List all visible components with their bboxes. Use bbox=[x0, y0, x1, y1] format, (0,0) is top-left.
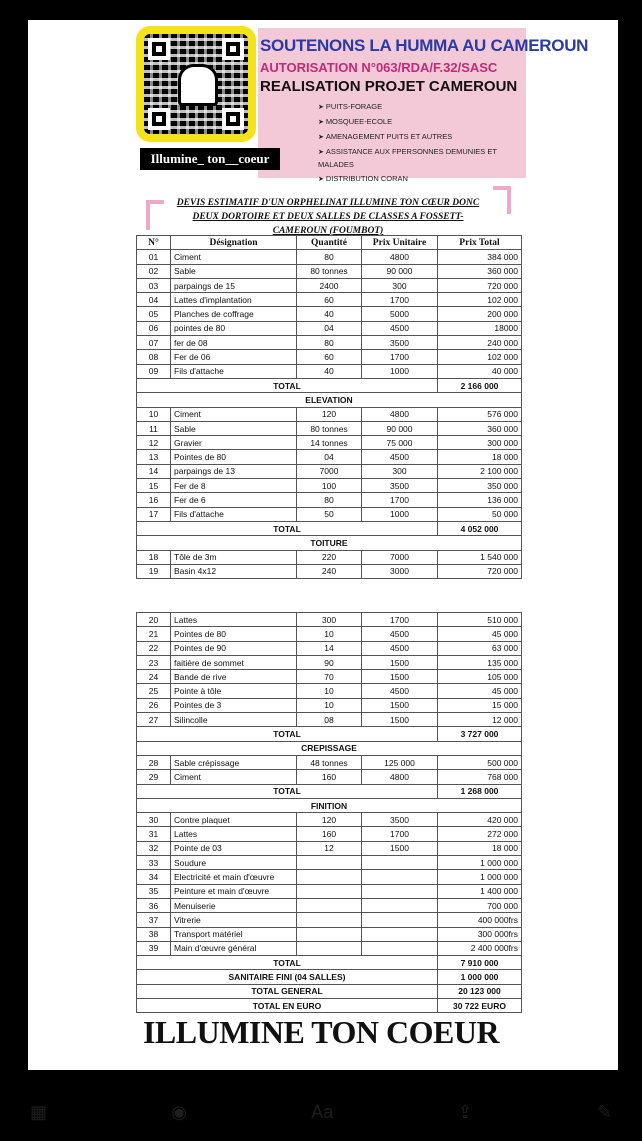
table-cell: 26 bbox=[137, 698, 171, 712]
table-cell: 18000 bbox=[438, 321, 522, 335]
table-cell: 4800 bbox=[362, 250, 438, 264]
table-cell: 100 bbox=[297, 479, 362, 493]
table-cell: 1 000 000 bbox=[438, 970, 522, 984]
table-cell: 35 bbox=[137, 884, 171, 898]
table-cell: 1700 bbox=[362, 350, 438, 364]
table-cell: 300 bbox=[297, 613, 362, 627]
table-cell: 04 bbox=[297, 321, 362, 335]
column-header: N° bbox=[137, 236, 171, 250]
table-cell: 40 bbox=[297, 364, 362, 378]
table-row bbox=[137, 436, 522, 450]
table-cell bbox=[297, 941, 362, 955]
table-row bbox=[137, 870, 522, 884]
table-cell: 360 000 bbox=[438, 264, 522, 278]
table-cell: 1 268 000 bbox=[438, 784, 522, 798]
table-cell: 08 bbox=[297, 713, 362, 727]
table-row bbox=[137, 827, 522, 841]
table-row bbox=[137, 250, 522, 264]
table-cell: 300 bbox=[362, 464, 438, 478]
table-cell: 300 000frs bbox=[438, 927, 522, 941]
table-cell: 1500 bbox=[362, 713, 438, 727]
table-cell: TOTAL bbox=[137, 521, 438, 535]
table-cell: Pointes de 80 bbox=[171, 627, 297, 641]
table-cell: 384 000 bbox=[438, 250, 522, 264]
table-cell: 125 000 bbox=[362, 755, 438, 769]
table-cell bbox=[297, 870, 362, 884]
total-row bbox=[137, 521, 522, 535]
table-cell: 160 bbox=[297, 770, 362, 784]
table-row bbox=[137, 550, 522, 564]
table-cell: 38 bbox=[137, 927, 171, 941]
table-cell: 14 tonnes bbox=[297, 436, 362, 450]
table-row bbox=[137, 450, 522, 464]
table-cell: 21 bbox=[137, 627, 171, 641]
table-cell: 80 tonnes bbox=[297, 264, 362, 278]
table-row bbox=[137, 813, 522, 827]
table-cell: 1 540 000 bbox=[438, 550, 522, 564]
decor-bracket-left bbox=[146, 200, 164, 230]
authorization-number: AUTORISATION N°063/RDA/F.32/SASC bbox=[260, 60, 498, 75]
table-cell: 07 bbox=[137, 336, 171, 350]
table-cell: 1500 bbox=[362, 670, 438, 684]
table-cell: 23 bbox=[137, 655, 171, 669]
table-cell: Basin 4x12 bbox=[171, 564, 297, 578]
table-row bbox=[137, 479, 522, 493]
project-title: REALISATION PROJET CAMEROUN bbox=[260, 78, 518, 95]
table-cell: 30 bbox=[137, 813, 171, 827]
table-cell: 10 bbox=[297, 627, 362, 641]
table-cell: 400 000frs bbox=[438, 913, 522, 927]
table-cell: 1500 bbox=[362, 841, 438, 855]
table-cell: 2 400 000frs bbox=[438, 941, 522, 955]
table-cell: 60 bbox=[297, 293, 362, 307]
ghost-icon bbox=[178, 64, 218, 106]
table-cell: 200 000 bbox=[438, 307, 522, 321]
total-row bbox=[137, 999, 522, 1013]
table-cell: 240 000 bbox=[438, 336, 522, 350]
table-cell: 60 bbox=[297, 350, 362, 364]
table-row bbox=[137, 655, 522, 669]
table-cell: 2 166 000 bbox=[438, 378, 522, 392]
table-cell: 19 bbox=[137, 564, 171, 578]
status-bar bbox=[0, 0, 642, 22]
table-cell: Pointes de 3 bbox=[171, 698, 297, 712]
table-cell: 31 bbox=[137, 827, 171, 841]
table-cell: 25 bbox=[137, 684, 171, 698]
table-cell: TOTAL bbox=[137, 378, 438, 392]
table-cell: 720 000 bbox=[438, 278, 522, 292]
table-cell: CREPISSAGE bbox=[137, 741, 522, 755]
table-row bbox=[137, 278, 522, 292]
table-cell: 01 bbox=[137, 250, 171, 264]
table-cell: 4500 bbox=[362, 627, 438, 641]
footer-title: ILLUMINE TON COEUR bbox=[142, 1014, 500, 1050]
table-cell: ELEVATION bbox=[137, 393, 522, 407]
table-cell bbox=[362, 927, 438, 941]
camera-icon[interactable]: ◉ bbox=[171, 1102, 187, 1122]
table-cell: 37 bbox=[137, 913, 171, 927]
table-row bbox=[137, 421, 522, 435]
table-row bbox=[137, 464, 522, 478]
table-cell: 1 400 000 bbox=[438, 884, 522, 898]
table-cell: 13 bbox=[137, 450, 171, 464]
social-handle: Illumine_ ton__coeur bbox=[140, 148, 280, 170]
table-cell: 4500 bbox=[362, 450, 438, 464]
table-cell: 1000 bbox=[362, 364, 438, 378]
table-cell: Planches de coffrage bbox=[171, 307, 297, 321]
table-cell: 06 bbox=[137, 321, 171, 335]
table-cell: 300 000 bbox=[438, 436, 522, 450]
table-cell: 34 bbox=[137, 870, 171, 884]
header bbox=[136, 26, 589, 183]
table-cell: 04 bbox=[137, 293, 171, 307]
table-cell: 03 bbox=[137, 278, 171, 292]
table-row bbox=[137, 336, 522, 350]
column-header: Désignation bbox=[171, 236, 297, 250]
table-cell: 120 bbox=[297, 407, 362, 421]
table-cell: 04 bbox=[297, 450, 362, 464]
table-cell bbox=[362, 856, 438, 870]
table-cell: 7000 bbox=[362, 550, 438, 564]
column-header: Quantité bbox=[297, 236, 362, 250]
table-cell: SANITAIRE FINI (04 SALLES) bbox=[137, 970, 438, 984]
column-header: Prix Unitaire bbox=[362, 236, 438, 250]
table-cell: Electricité et main d'œuvre bbox=[171, 870, 297, 884]
table-cell: Lattes bbox=[171, 613, 297, 627]
table-row bbox=[137, 307, 522, 321]
list-item: ➤ DISTRIBUTION CORAN bbox=[318, 172, 523, 187]
table-cell: 10 bbox=[297, 698, 362, 712]
table-row bbox=[137, 713, 522, 727]
table-cell bbox=[297, 856, 362, 870]
section-row bbox=[137, 536, 522, 550]
table-cell: 1500 bbox=[362, 698, 438, 712]
table-cell: 576 000 bbox=[438, 407, 522, 421]
table-cell: 160 bbox=[297, 827, 362, 841]
table-cell bbox=[362, 898, 438, 912]
table-cell: Ciment bbox=[171, 250, 297, 264]
list-item: ➤ MOSQUEE-ECOLE bbox=[318, 115, 523, 130]
table-cell: 3 727 000 bbox=[438, 727, 522, 741]
table-cell: fer de 08 bbox=[171, 336, 297, 350]
table-cell bbox=[362, 884, 438, 898]
table-cell: 272 000 bbox=[438, 827, 522, 841]
table-cell: 300 bbox=[362, 278, 438, 292]
table-row bbox=[137, 507, 522, 521]
table-cell: 3500 bbox=[362, 336, 438, 350]
table-cell: 420 000 bbox=[438, 813, 522, 827]
table-cell: 16 bbox=[137, 493, 171, 507]
table-cell: 18 000 bbox=[438, 450, 522, 464]
table-cell: 18 bbox=[137, 550, 171, 564]
table-cell: 105 000 bbox=[438, 670, 522, 684]
table-cell: 4 052 000 bbox=[438, 521, 522, 535]
table-cell: 15 000 bbox=[438, 698, 522, 712]
table-cell: 7 910 000 bbox=[438, 956, 522, 970]
table-cell: 75 000 bbox=[362, 436, 438, 450]
table-cell: 80 bbox=[297, 336, 362, 350]
table-cell: Tôle de 3m bbox=[171, 550, 297, 564]
quote-table-1 bbox=[136, 235, 522, 579]
table-cell: 500 000 bbox=[438, 755, 522, 769]
table-cell: 1 000 000 bbox=[438, 856, 522, 870]
table-cell: 360 000 bbox=[438, 421, 522, 435]
table-cell: 29 bbox=[137, 770, 171, 784]
table-row bbox=[137, 321, 522, 335]
share-icon[interactable]: ⇪ bbox=[457, 1102, 473, 1122]
table-cell: 30 722 EURO bbox=[438, 999, 522, 1013]
table-cell: Sable bbox=[171, 264, 297, 278]
table-cell: 3500 bbox=[362, 479, 438, 493]
activity-list bbox=[318, 100, 523, 187]
table-cell: 102 000 bbox=[438, 350, 522, 364]
table-row bbox=[137, 841, 522, 855]
table-row bbox=[137, 293, 522, 307]
table-cell: 4500 bbox=[362, 684, 438, 698]
table-cell: 40 bbox=[297, 307, 362, 321]
table-cell: 720 000 bbox=[438, 564, 522, 578]
table-cell: 350 000 bbox=[438, 479, 522, 493]
table-cell: 09 bbox=[137, 364, 171, 378]
table-cell: 4800 bbox=[362, 407, 438, 421]
table-row bbox=[137, 884, 522, 898]
table-cell: 220 bbox=[297, 550, 362, 564]
table-cell: 11 bbox=[137, 421, 171, 435]
table-row bbox=[137, 755, 522, 769]
total-row bbox=[137, 956, 522, 970]
table-cell: 90 000 bbox=[362, 421, 438, 435]
total-row bbox=[137, 727, 522, 741]
table-cell: Pointes de 90 bbox=[171, 641, 297, 655]
table-cell: 700 000 bbox=[438, 898, 522, 912]
section-row bbox=[137, 393, 522, 407]
table-cell: parpaings de 13 bbox=[171, 464, 297, 478]
table-cell: Transport matériel bbox=[171, 927, 297, 941]
table-cell bbox=[297, 913, 362, 927]
table-cell: TOTAL GENERAL bbox=[137, 984, 438, 998]
table-cell bbox=[297, 898, 362, 912]
table-cell: 02 bbox=[137, 264, 171, 278]
total-row bbox=[137, 984, 522, 998]
list-item: ➤ PUITS-FORAGE bbox=[318, 100, 523, 115]
table-cell: 1500 bbox=[362, 655, 438, 669]
table-row bbox=[137, 613, 522, 627]
table-cell: Ciment bbox=[171, 407, 297, 421]
table-row bbox=[137, 941, 522, 955]
table-cell: Silincolle bbox=[171, 713, 297, 727]
table-cell: 80 bbox=[297, 250, 362, 264]
table-cell: 40 000 bbox=[438, 364, 522, 378]
table-cell: 32 bbox=[137, 841, 171, 855]
table-cell: 10 bbox=[297, 684, 362, 698]
table-cell: TOTAL bbox=[137, 784, 438, 798]
column-header: Prix Total bbox=[438, 236, 522, 250]
table-cell: 39 bbox=[137, 941, 171, 955]
table-cell: Vitrerie bbox=[171, 913, 297, 927]
table-cell: 3000 bbox=[362, 564, 438, 578]
table-cell: 50 bbox=[297, 507, 362, 521]
table-cell: 12 bbox=[137, 436, 171, 450]
table-cell: Pointes de 80 bbox=[171, 450, 297, 464]
table-cell: 4500 bbox=[362, 321, 438, 335]
table-cell bbox=[362, 913, 438, 927]
table-cell: Pointe à tôle bbox=[171, 684, 297, 698]
table-cell: 33 bbox=[137, 856, 171, 870]
table-cell: Menuiserie bbox=[171, 898, 297, 912]
table-row bbox=[137, 407, 522, 421]
navigation-bar bbox=[0, 1071, 642, 1141]
table-cell: 4800 bbox=[362, 770, 438, 784]
table-cell: Peinture et main d'œuvre bbox=[171, 884, 297, 898]
table-cell bbox=[297, 884, 362, 898]
section-row bbox=[137, 741, 522, 755]
table-cell: 5000 bbox=[362, 307, 438, 321]
table-cell: 240 bbox=[297, 564, 362, 578]
table-cell: 7000 bbox=[297, 464, 362, 478]
table-cell: 1700 bbox=[362, 493, 438, 507]
table-cell: Sable crépissage bbox=[171, 755, 297, 769]
table-cell: 1700 bbox=[362, 293, 438, 307]
table-cell: 1700 bbox=[362, 827, 438, 841]
total-row bbox=[137, 970, 522, 984]
table-cell: TOTAL bbox=[137, 956, 438, 970]
table-cell: FINITION bbox=[137, 798, 522, 812]
table-cell: Fer de 8 bbox=[171, 479, 297, 493]
list-item: ➤ AMENAGEMENT PUITS ET AUTRES bbox=[318, 130, 523, 145]
table-row bbox=[137, 856, 522, 870]
table-cell: 20 bbox=[137, 613, 171, 627]
table-cell: Fer de 06 bbox=[171, 350, 297, 364]
table-cell: 90 000 bbox=[362, 264, 438, 278]
table-row bbox=[137, 898, 522, 912]
edit-icon[interactable]: ✎ bbox=[596, 1102, 612, 1122]
table-cell: 14 bbox=[297, 641, 362, 655]
total-row bbox=[137, 784, 522, 798]
table-cell: 136 000 bbox=[438, 493, 522, 507]
table-cell: 12 000 bbox=[438, 713, 522, 727]
table-cell: 510 000 bbox=[438, 613, 522, 627]
table-row bbox=[137, 927, 522, 941]
table-row bbox=[137, 670, 522, 684]
table-cell: Fer de 6 bbox=[171, 493, 297, 507]
list-item: ➤ ASSISTANCE AUX FPERSONNES DEMUNIES ET MALADES bbox=[318, 146, 523, 171]
table-cell: Fils d'attache bbox=[171, 507, 297, 521]
table-cell: 15 bbox=[137, 479, 171, 493]
table-row bbox=[137, 698, 522, 712]
table-cell: 4500 bbox=[362, 641, 438, 655]
table-row bbox=[137, 770, 522, 784]
table-cell: 27 bbox=[137, 713, 171, 727]
table-cell: 45 000 bbox=[438, 684, 522, 698]
table-cell bbox=[362, 870, 438, 884]
table-cell: 1000 bbox=[362, 507, 438, 521]
snapcode-qr bbox=[136, 26, 256, 142]
table-cell bbox=[297, 927, 362, 941]
table-cell: 1 000 000 bbox=[438, 870, 522, 884]
table-cell: 63 000 bbox=[438, 641, 522, 655]
quote-table-2 bbox=[136, 612, 522, 1013]
table-row bbox=[137, 564, 522, 578]
table-cell: Bande de rive bbox=[171, 670, 297, 684]
table-cell: 20 123 000 bbox=[438, 984, 522, 998]
table-cell: Ciment bbox=[171, 770, 297, 784]
table-cell: 10 bbox=[137, 407, 171, 421]
table-cell: 1700 bbox=[362, 613, 438, 627]
table-row bbox=[137, 493, 522, 507]
table-row bbox=[137, 364, 522, 378]
table-cell: 2400 bbox=[297, 278, 362, 292]
table-cell: parpaings de 15 bbox=[171, 278, 297, 292]
table-cell: 120 bbox=[297, 813, 362, 827]
table-cell: 08 bbox=[137, 350, 171, 364]
table-cell: 17 bbox=[137, 507, 171, 521]
table-cell: TOTAL bbox=[137, 727, 438, 741]
section-row bbox=[137, 798, 522, 812]
table-row bbox=[137, 264, 522, 278]
table-cell: Contre plaquet bbox=[171, 813, 297, 827]
table-cell: 80 bbox=[297, 493, 362, 507]
table-row bbox=[137, 913, 522, 927]
grid-icon[interactable]: ▦ bbox=[30, 1102, 48, 1122]
table-cell: 12 bbox=[297, 841, 362, 855]
table-cell: Lattes d'implantation bbox=[171, 293, 297, 307]
table-cell: Pointe de 03 bbox=[171, 841, 297, 855]
table-cell: 102 000 bbox=[438, 293, 522, 307]
table-cell: 80 tonnes bbox=[297, 421, 362, 435]
header-title: SOUTENONS LA HUMMA AU CAMEROUN bbox=[260, 36, 589, 55]
table-cell: 48 tonnes bbox=[297, 755, 362, 769]
table-cell: Gravier bbox=[171, 436, 297, 450]
table-cell: 36 bbox=[137, 898, 171, 912]
table-cell: 14 bbox=[137, 464, 171, 478]
table-cell: faitière de sommet bbox=[171, 655, 297, 669]
total-row bbox=[137, 378, 522, 392]
table-cell: TOITURE bbox=[137, 536, 522, 550]
table-cell: 45 000 bbox=[438, 627, 522, 641]
table-cell: 05 bbox=[137, 307, 171, 321]
table-cell: 22 bbox=[137, 641, 171, 655]
table-cell: 90 bbox=[297, 655, 362, 669]
table-row bbox=[137, 350, 522, 364]
decor-bracket-right bbox=[493, 186, 511, 214]
table-cell: pointes de 80 bbox=[171, 321, 297, 335]
table-cell: 135 000 bbox=[438, 655, 522, 669]
text-icon[interactable]: Aa bbox=[311, 1102, 334, 1122]
table-row bbox=[137, 641, 522, 655]
table-cell: 768 000 bbox=[438, 770, 522, 784]
table-cell: 18 000 bbox=[438, 841, 522, 855]
table-row bbox=[137, 684, 522, 698]
document-title: DEVIS ESTIMATIF D'UN ORPHELINAT ILLUMINE TON CŒUR DONC DEUX DORTOIRE ET DEUX SALLES DE CLASSES A FOSSETT-CAMEROUN (FOUMBOT) bbox=[176, 198, 480, 236]
table-cell: 24 bbox=[137, 670, 171, 684]
table-cell: 50 000 bbox=[438, 507, 522, 521]
table-cell: TOTAL EN EURO bbox=[137, 999, 438, 1013]
table-cell: 28 bbox=[137, 755, 171, 769]
table-cell: Main d'œuvre général bbox=[171, 941, 297, 955]
table-cell: 2 100 000 bbox=[438, 464, 522, 478]
table-cell: Sable bbox=[171, 421, 297, 435]
table-cell: Soudure bbox=[171, 856, 297, 870]
table-cell: 3500 bbox=[362, 813, 438, 827]
table-cell bbox=[362, 941, 438, 955]
table-cell: 70 bbox=[297, 670, 362, 684]
document-page bbox=[28, 20, 618, 1070]
table-cell: Fils d'attache bbox=[171, 364, 297, 378]
table-row bbox=[137, 627, 522, 641]
table-cell: Lattes bbox=[171, 827, 297, 841]
